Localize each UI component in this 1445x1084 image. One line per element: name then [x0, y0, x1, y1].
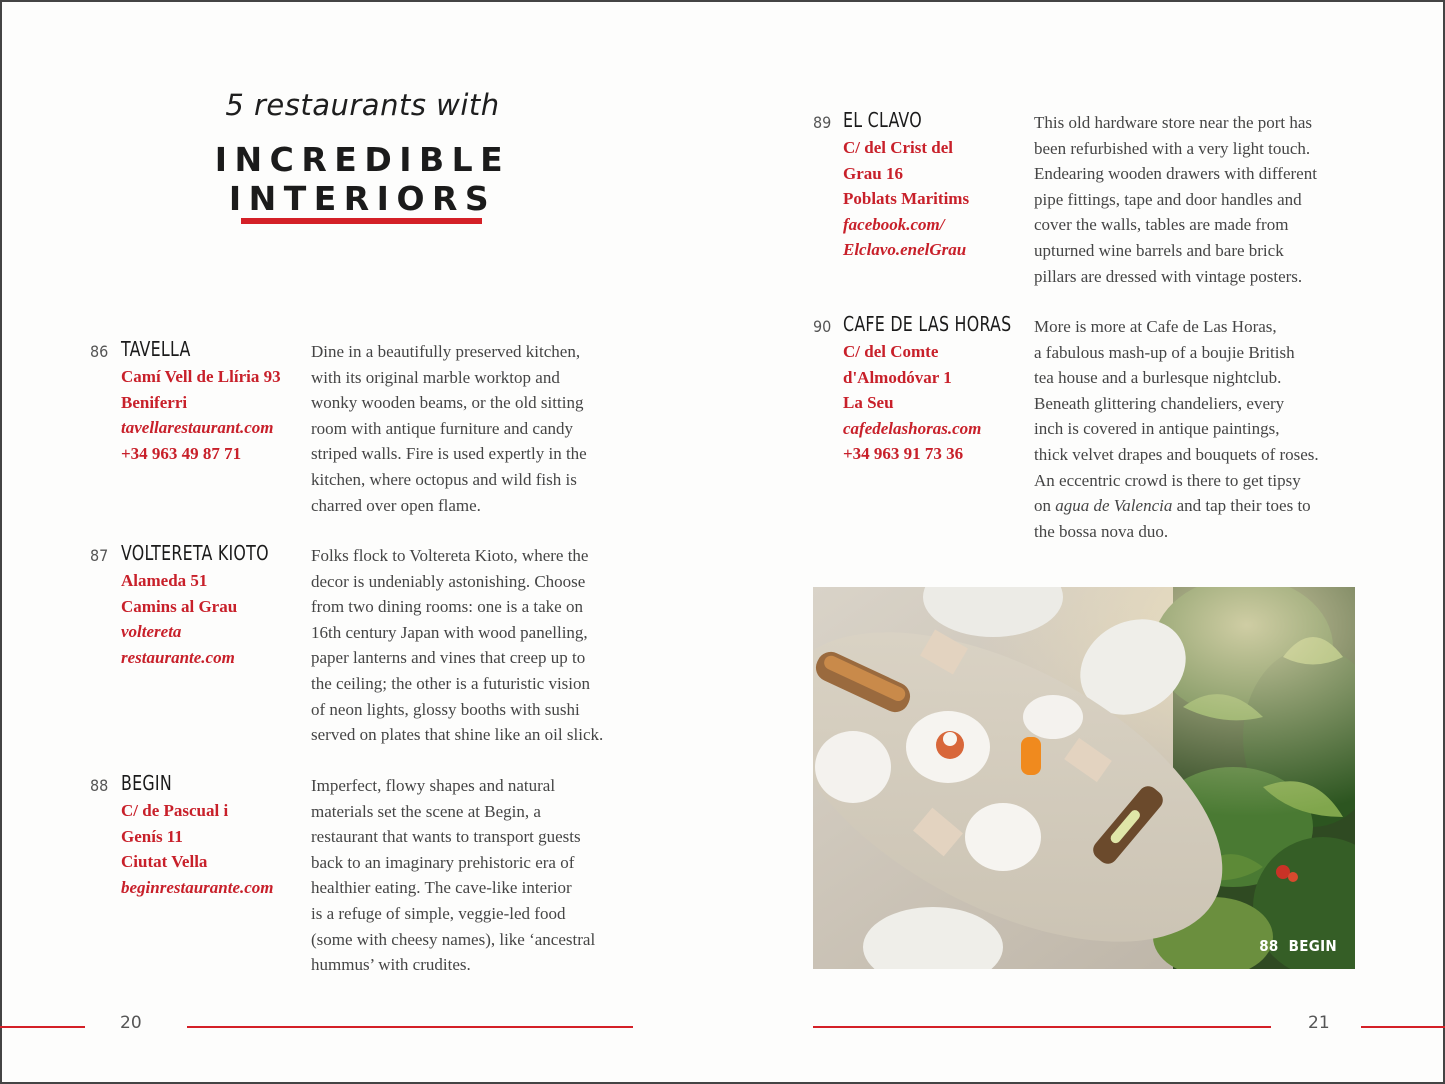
entry-name: BEGIN	[121, 771, 172, 795]
website-link-cont[interactable]: Elclavo.enelGrau	[843, 240, 967, 260]
website-link[interactable]: voltereta	[121, 622, 182, 642]
entry-number: 87	[90, 546, 109, 565]
phone-number: +34 963 91 73 36	[843, 444, 964, 464]
entry-87	[90, 541, 635, 751]
entry-description: Folks flock to Voltereta Kioto, where the decor is undeniably astonishing. Choose from two dining rooms: one is a take on 16th century Japan with wood panelling, paper lanterns and vines that creep up to the ceiling; the other is a futuristic vision of neon lights, glossy booths with sushi served on plates that shine like an oil slick.	[311, 546, 604, 745]
website-link-cont[interactable]: restaurante.com	[121, 647, 235, 667]
entry-88	[90, 771, 635, 981]
entry-90	[813, 312, 1358, 547]
entry-number: 90	[813, 317, 832, 336]
address-line-cont: Genís 11	[121, 826, 183, 846]
page-number-right: 21	[1308, 1013, 1330, 1033]
entry-address	[843, 339, 981, 467]
website-link[interactable]: tavellarestaurant.com	[121, 418, 274, 438]
caption-number: 88	[1259, 937, 1279, 955]
entry-address	[121, 568, 237, 670]
website-link[interactable]: facebook.com/	[843, 214, 945, 234]
website-link[interactable]: cafedelashoras.com	[843, 418, 982, 438]
entry-description: This old hardware store near the port has been refurbished with a very light touch. Endearing wooden drawers with different pipe fittings, tape and door handles and cover the walls, tables are made from upturned wine barrels and bare brick pillars are dressed with vintage posters.	[1034, 113, 1317, 286]
entry-86	[90, 337, 635, 527]
entry-address	[843, 135, 969, 263]
footer-rule-left-outer	[0, 1026, 85, 1028]
entry-address	[121, 798, 274, 900]
entry-name: CAFE DE LAS HORAS	[843, 312, 1012, 336]
section-title: INCREDIBLE INTERIORS	[214, 140, 511, 218]
address-district: Beniferri	[121, 392, 188, 412]
footer-rule-right	[813, 1026, 1271, 1028]
entry-name: VOLTERETA KIOTO	[121, 541, 269, 565]
photo-caption	[1259, 937, 1337, 955]
address-line-cont: Grau 16	[843, 163, 903, 183]
page-number-left: 20	[120, 1013, 142, 1033]
phone-number: +34 963 49 87 71	[121, 443, 242, 463]
address-line: C/ del Comte	[843, 342, 939, 361]
address-district: Ciutat Vella	[121, 852, 208, 872]
caption-name: BEGIN	[1288, 937, 1337, 955]
entry-name: TAVELLA	[121, 337, 191, 361]
restaurant-photo	[813, 587, 1355, 969]
entry-number: 86	[90, 342, 109, 361]
footer-rule-left	[187, 1026, 633, 1028]
entry-description: Imperfect, flowy shapes and natural materials set the scene at Begin, a restaurant that wants to transport guests back to an imaginary prehistoric era of healthier eating. The cave-like interior is a refuge of simple, veggie-led food (some with cheesy names), like ‘ancestral hummus’ with crudites.	[311, 776, 596, 975]
section-subtitle: 5 restaurants with	[225, 88, 500, 122]
entry-address	[121, 364, 281, 466]
entry-description: More is more at Cafe de Las Horas, a fabulous mash-up of a boujie British tea house and a burlesque nightclub. Beneath glittering chandeliers, every inch is covered in antique paintings, thick velvet drapes and bouquets of roses. An eccentric crowd is there to get tipsy on agua de Valencia and tap their toes to the bossa nova duo.	[1034, 317, 1319, 541]
footer-rule-right-outer	[1361, 1026, 1445, 1028]
address-line: Camí Vell de Llíria 93	[121, 367, 281, 386]
address-district: La Seu	[843, 393, 894, 413]
address-district: Camins al Grau	[121, 596, 238, 616]
entry-number: 88	[90, 776, 109, 795]
address-line: C/ de Pascual i	[121, 801, 229, 820]
entry-name: EL CLAVO	[843, 108, 922, 132]
address-line-cont: d'Almodóvar 1	[843, 367, 952, 387]
entry-89	[813, 108, 1358, 298]
address-line: Alameda 51	[121, 571, 208, 590]
title-rule	[241, 218, 482, 224]
address-district: Poblats Maritims	[843, 189, 970, 209]
website-link[interactable]: beginrestaurante.com	[121, 877, 274, 897]
entry-description: Dine in a beautifully preserved kitchen, with its original marble worktop and wonky wooden beams, or the old sitting room with antique furniture and candy striped walls. Fire is used expertly in the kitchen, where octopus and wild fish is charred over open flame.	[311, 342, 587, 515]
entry-number: 89	[813, 113, 832, 132]
address-line: C/ del Crist del	[843, 138, 954, 157]
table-scene-illustration	[813, 587, 1355, 969]
